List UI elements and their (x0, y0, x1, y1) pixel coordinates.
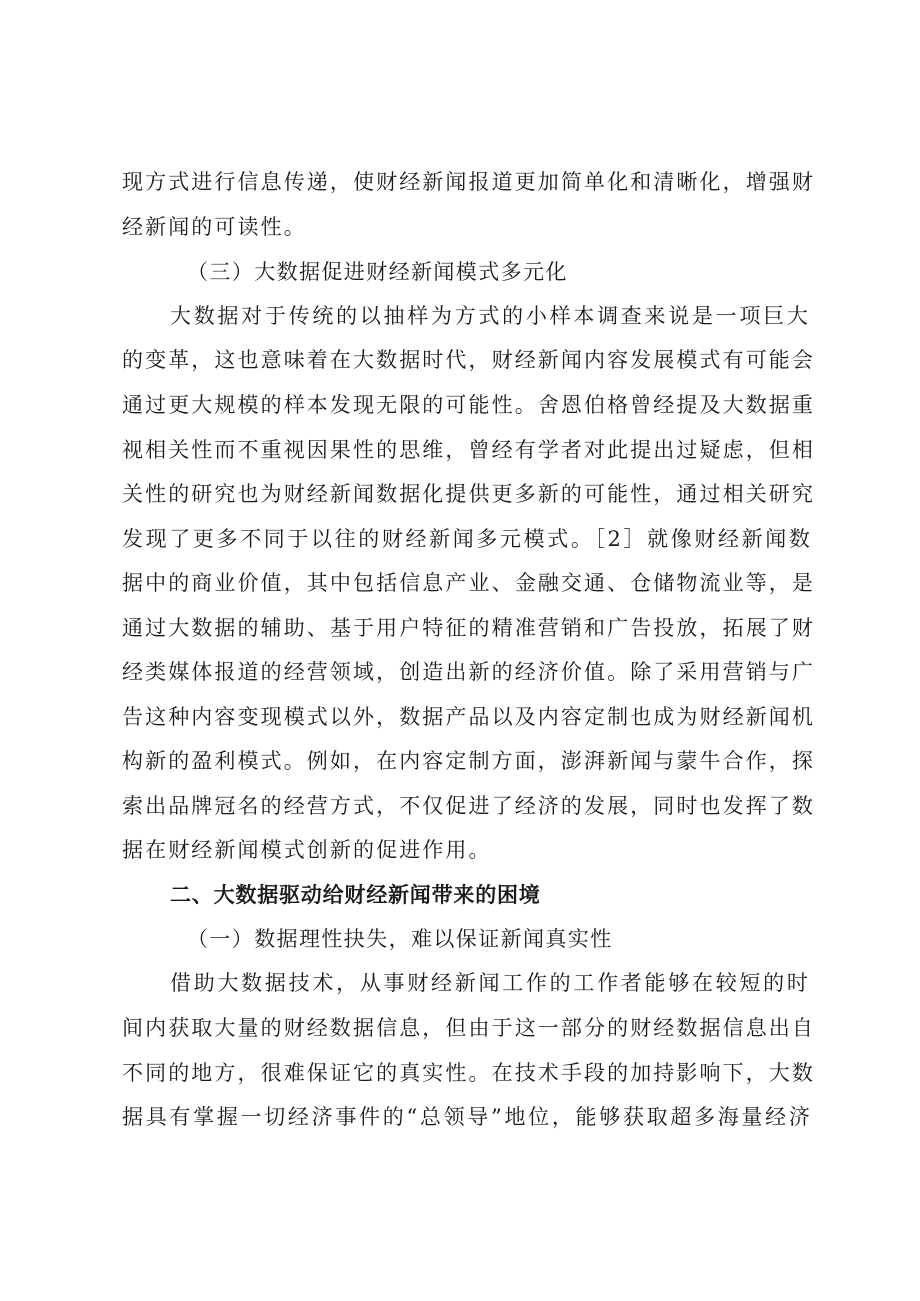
body-line: 现方式进行信息传递，使财经新闻报道更加简单化和清晰化，增强财 (122, 170, 815, 194)
body-line: 据具有掌握一切经济事件的“总领导”地位，能够获取超多海量经济 (122, 1105, 812, 1129)
body-line: 告这种内容变现模式以外，数据产品以及内容定制也成为财经新闻机 (122, 705, 815, 729)
body-line: 发现了更多不同于以往的财经新闻多元模式。［2］就像财经新闻数 (122, 527, 812, 551)
body-line: 的变革，这也意味着在大数据时代，财经新闻内容发展模式有可能会 (122, 348, 815, 372)
body-line: 大数据对于传统的以抽样为方式的小样本调查来说是一项巨大 (170, 304, 810, 328)
body-line: 通过大数据的辅助、基于用户特征的精准营销和广告投放，拓展了财 (122, 616, 815, 640)
body-line: 间内获取大量的财经数据信息，但由于这一部分的财经数据信息出自 (122, 1016, 815, 1040)
body-line: 视相关性而不重视因果性的思维，曾经有学者对此提出过疑虑，但相 (122, 438, 815, 462)
body-line: 构新的盈利模式。例如，在内容定制方面，澎湃新闻与蒙牛合作，探 (122, 749, 815, 773)
body-line: 索出品牌冠名的经营方式，不仅促进了经济的发展，同时也发挥了数 (122, 794, 815, 818)
body-line: 据在财经新闻模式创新的促进作用。 (122, 838, 492, 862)
section-heading: （三）大数据促进财经新闻模式多元化 (187, 260, 568, 284)
body-line: 据中的商业价值，其中包括信息产业、金融交通、仓储物流业等，是 (122, 571, 815, 595)
body-line: 不同的地方，很难保证它的真实性。在技术手段的加持影响下，大数 (122, 1061, 815, 1085)
body-line: 经类媒体报道的经营领域，创造出新的经济价值。除了采用营销与广 (122, 660, 815, 684)
chapter-heading: 二、大数据驱动给财经新闻带来的困境 (170, 883, 541, 907)
body-line: 关性的研究也为财经新闻数据化提供更多新的可能性，通过相关研究 (122, 482, 815, 506)
section-heading: （一）数据理性抉失，难以保证新闻真实性 (187, 927, 613, 951)
body-line: 通过更大规模的样本发现无限的可能性。舍恩伯格曾经提及大数据重 (122, 393, 815, 417)
body-line: 借助大数据技术，从事财经新闻工作的工作者能够在较短的时 (170, 971, 810, 995)
body-line: 经新闻的可读性。 (122, 215, 307, 239)
